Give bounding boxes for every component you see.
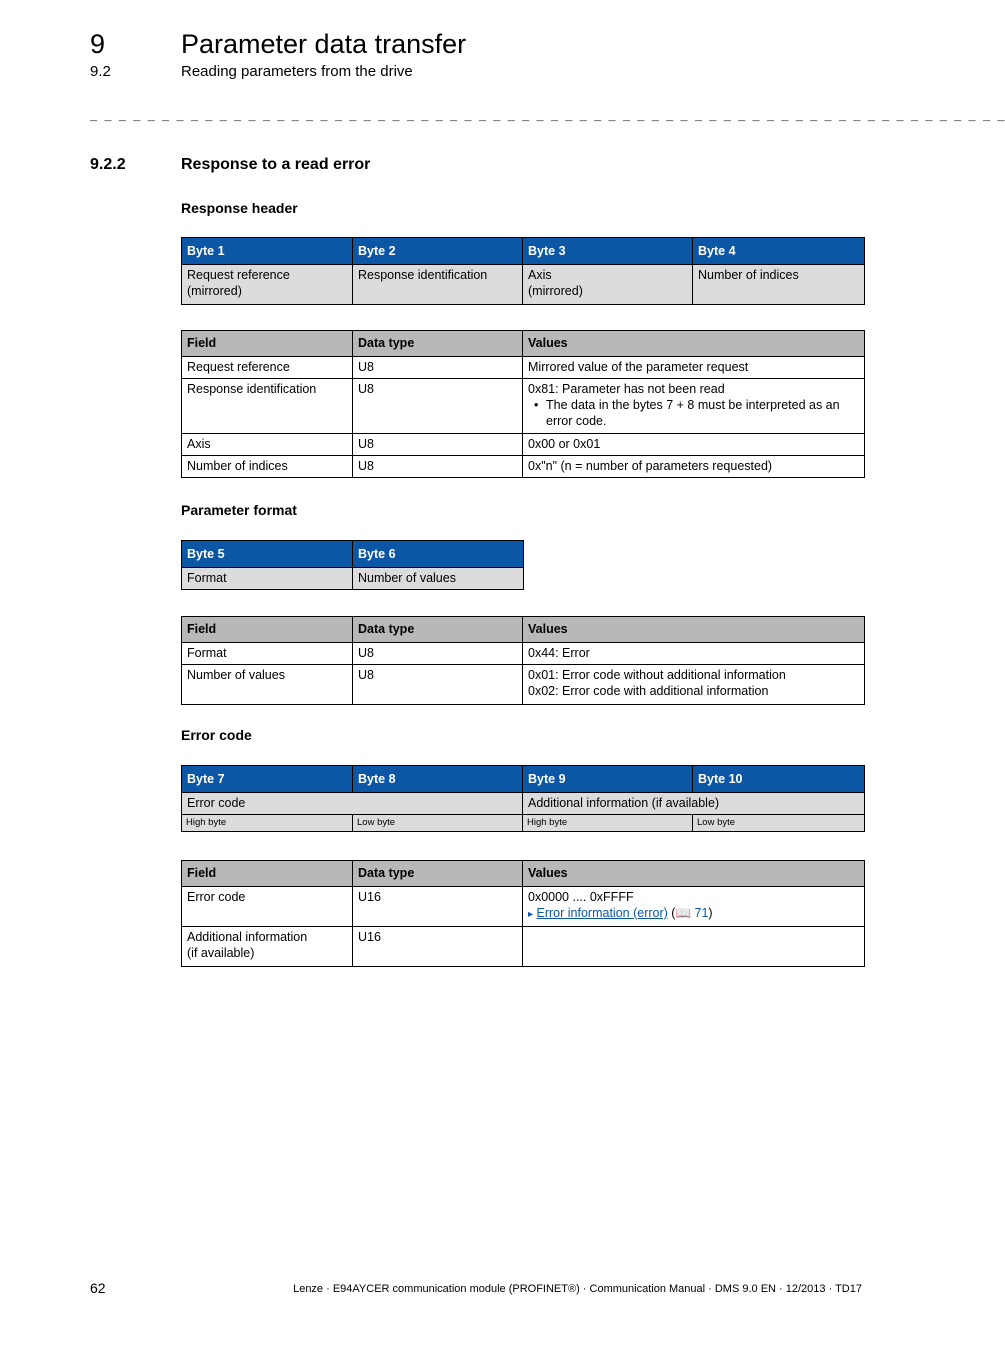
dashed-rule: _ _ _ _ _ _ _ _ _ _ _ _ _ _ _ _ _ _ _ _ _ _ _ _ _ _ _ _ _ _ _ _ _ _ _ _ _ _ _ _ _ _ _ _ _ _ _ _ _ _ _ _ _ _ _ _ _ _ _ _ _ _ _ _ — [90, 110, 1005, 124]
page-reference[interactable]: 71 — [694, 906, 709, 920]
subsection-title: Response to a read error — [181, 156, 371, 173]
book-icon: 📖 — [675, 906, 692, 920]
table-cell: Format — [182, 643, 353, 665]
header-cell: Values — [523, 331, 865, 357]
response-header-heading: Response header — [181, 200, 298, 216]
header-cell: Field — [182, 331, 353, 357]
table-cell: Error code — [182, 887, 353, 927]
header-cell: Byte 4 — [693, 238, 865, 265]
table-row — [182, 434, 865, 456]
table-cell: High byte — [182, 815, 353, 832]
header-cell: Byte 2 — [353, 238, 523, 265]
table-row — [182, 643, 865, 665]
header-cell: Byte 3 — [523, 238, 693, 265]
header-cell: Byte 8 — [353, 766, 523, 793]
header-cell: Byte 10 — [693, 766, 865, 793]
table-cell — [523, 927, 865, 967]
table-row — [182, 265, 865, 305]
chapter-title: Parameter data transfer — [181, 29, 467, 59]
table-cell: U16 — [353, 927, 523, 967]
table-header-row — [182, 766, 865, 793]
section-number: 9.2 — [90, 63, 111, 80]
table-cell: U8 — [353, 379, 523, 434]
table-cell: Axis — [182, 434, 353, 456]
parameter-format-bytes-table — [181, 540, 524, 590]
header-cell: Values — [523, 617, 865, 643]
table-cell: 0x81: Parameter has not been read • The data in the bytes 7 + 8 must be interpreted as an error code. — [523, 379, 865, 434]
table-cell: Additional information (if available) — [523, 793, 865, 815]
subsection-number: 9.2.2 — [90, 156, 126, 173]
table-cell: Low byte — [693, 815, 865, 832]
error-code-heading: Error code — [181, 727, 252, 743]
table-cell: High byte — [523, 815, 693, 832]
table-cell: Number of indices — [693, 265, 865, 305]
table-cell: Format — [182, 568, 353, 590]
table-cell: Request reference — [182, 357, 353, 379]
table-cell: Number of indices — [182, 456, 353, 478]
response-header-bytes-table — [181, 237, 865, 305]
header-cell: Byte 7 — [182, 766, 353, 793]
header-cell: Field — [182, 617, 353, 643]
header-cell: Byte 5 — [182, 541, 353, 568]
table-row — [182, 927, 865, 967]
header-cell: Byte 9 — [523, 766, 693, 793]
arrow-right-icon: ▸ — [528, 909, 534, 920]
table-row — [182, 793, 865, 815]
table-row — [182, 568, 524, 590]
table-cell: Low byte — [353, 815, 523, 832]
section-title: Reading parameters from the drive — [181, 63, 413, 80]
table-row — [182, 357, 865, 379]
table-cell: 0x01: Error code without additional information 0x02: Error code with additional information — [523, 665, 865, 705]
error-code-bytes-table — [181, 765, 865, 832]
table-cell: Request reference (mirrored) — [182, 265, 353, 305]
table-cell: U8 — [353, 434, 523, 456]
header-cell: Byte 6 — [353, 541, 524, 568]
table-cell: 0x0000 .... 0xFFFF ▸ Error information (error) (📖 71) — [523, 887, 865, 927]
table-row — [182, 379, 865, 434]
table-cell: Response identification — [353, 265, 523, 305]
footer-text: Lenze · E94AYCER communication module (PROFINET®) · Communication Manual · DMS 9.0 EN · 12/2013 · TD17 — [293, 1283, 862, 1295]
table-cell: U16 — [353, 887, 523, 927]
header-cell: Values — [523, 861, 865, 887]
table-cell: 0x"n" (n = number of parameters requested) — [523, 456, 865, 478]
header-cell: Byte 1 — [182, 238, 353, 265]
table-cell: U8 — [353, 665, 523, 705]
error-information-link[interactable]: Error information (error) — [536, 906, 668, 920]
table-row — [182, 887, 865, 927]
table-cell: 0x44: Error — [523, 643, 865, 665]
header-cell: Data type — [353, 617, 523, 643]
chapter-number: 9 — [90, 29, 106, 59]
error-code-fields-table — [181, 860, 865, 967]
table-cell: Number of values — [353, 568, 524, 590]
table-cell: Mirrored value of the parameter request — [523, 357, 865, 379]
table-header-row — [182, 617, 865, 643]
table-cell: 0x00 or 0x01 — [523, 434, 865, 456]
response-header-fields-table — [181, 330, 865, 478]
table-row — [182, 815, 865, 832]
table-cell: U8 — [353, 456, 523, 478]
table-cell: Number of values — [182, 665, 353, 705]
header-cell: Field — [182, 861, 353, 887]
table-cell: Response identification — [182, 379, 353, 434]
header-cell: Data type — [353, 331, 523, 357]
table-cell: Additional information (if available) — [182, 927, 353, 967]
table-cell: Axis (mirrored) — [523, 265, 693, 305]
parameter-format-fields-table — [181, 616, 865, 705]
table-header-row — [182, 331, 865, 357]
bullet-list — [528, 397, 859, 429]
table-header-row — [182, 238, 865, 265]
table-row — [182, 665, 865, 705]
table-row — [182, 456, 865, 478]
page-number: 62 — [90, 1280, 106, 1296]
header-cell: Data type — [353, 861, 523, 887]
parameter-format-heading: Parameter format — [181, 502, 297, 518]
table-cell: U8 — [353, 357, 523, 379]
table-header-row — [182, 541, 524, 568]
table-cell: U8 — [353, 643, 523, 665]
table-cell: Error code — [182, 793, 523, 815]
list-item: • The data in the bytes 7 + 8 must be interpreted as an error code. — [542, 397, 859, 429]
table-header-row — [182, 861, 865, 887]
